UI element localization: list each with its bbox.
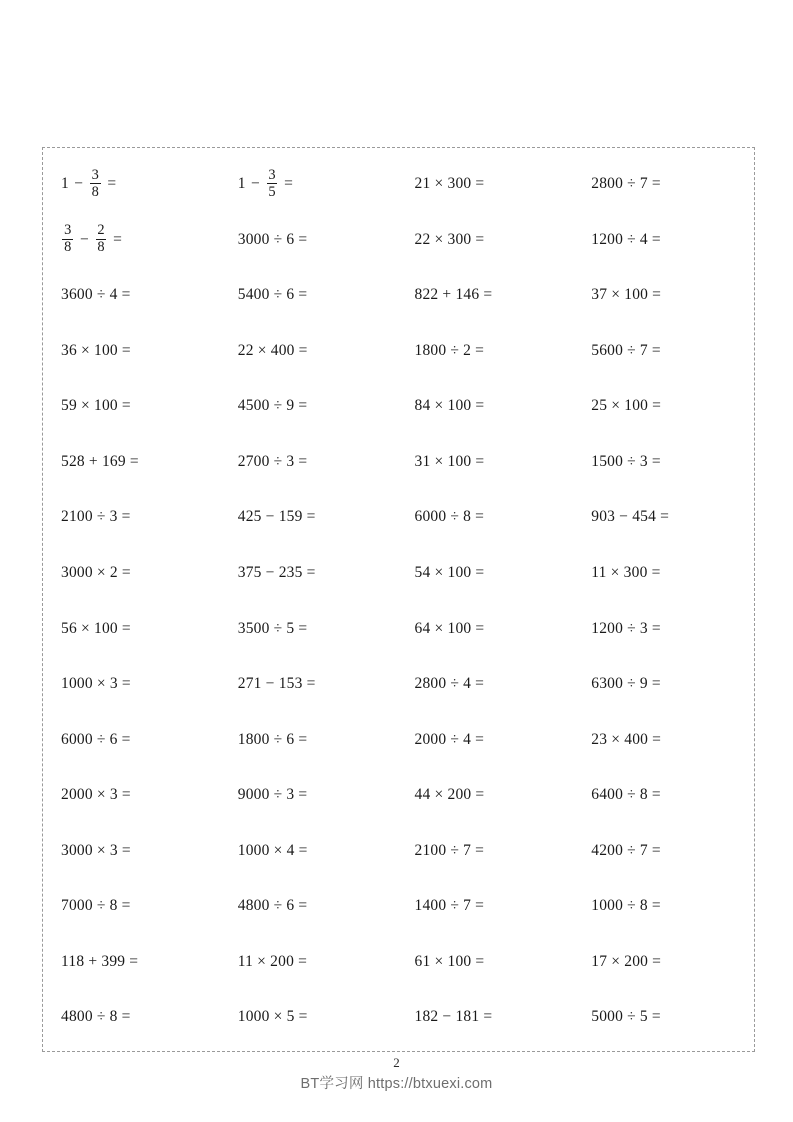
problem-expression: [415, 287, 493, 303]
problem-text: 56 × 100 =: [61, 619, 131, 637]
problem-cell: [45, 878, 222, 934]
problem-expression: [238, 1009, 308, 1025]
problem-cell: [399, 934, 576, 990]
problem-text: 1200 ÷ 3 =: [591, 619, 661, 637]
problem-text: 182 − 181 =: [414, 1008, 493, 1026]
problem-cell: [45, 823, 222, 879]
problem-cell: [222, 378, 399, 434]
problem-expression: [61, 621, 131, 637]
problem-expression: [238, 343, 308, 359]
problem-text: 6400 ÷ 8 =: [591, 786, 661, 804]
problem-cell: [45, 489, 222, 545]
fraction: [90, 168, 101, 200]
problem-expression: [415, 787, 485, 803]
problem-cell: [399, 212, 576, 268]
problem-expression: [591, 843, 661, 859]
problem-cell: [575, 712, 752, 768]
problem-box: [42, 147, 755, 1052]
problem-expression: [61, 509, 131, 525]
problem-expression: [61, 168, 117, 200]
problem-expression: [61, 787, 131, 803]
problem-cell: [399, 323, 576, 379]
problem-cell: [222, 434, 399, 490]
problem-expression: [415, 565, 485, 581]
problem-cell: [399, 434, 576, 490]
problem-expression: [61, 287, 131, 303]
problem-expression: [61, 224, 123, 256]
problem-expression: [415, 454, 485, 470]
problem-cell: [575, 323, 752, 379]
problem-text: 2800 ÷ 4 =: [414, 675, 485, 693]
problem-cell: [575, 934, 752, 990]
problem-text: 1800 ÷ 2 =: [414, 341, 485, 359]
problem-cell: [45, 434, 222, 490]
problem-expression: [415, 732, 485, 748]
problem-cell: [222, 878, 399, 934]
problem-text: 3500 ÷ 5 =: [237, 619, 308, 637]
problem-expression: [238, 232, 308, 248]
problem-expression: [238, 732, 308, 748]
problem-expression: [415, 176, 485, 192]
problem-expression: [61, 898, 131, 914]
problem-text: 2000 ÷ 4 =: [414, 730, 485, 748]
math-operator: =: [107, 175, 117, 193]
problem-cell: [45, 378, 222, 434]
problem-expression: [415, 954, 485, 970]
problem-text: 25 × 100 =: [591, 397, 662, 415]
problem-cell: [222, 712, 399, 768]
problem-text: 271 − 153 =: [237, 675, 316, 693]
problem-text: 3600 ÷ 4 =: [61, 286, 131, 304]
problem-cell: [222, 823, 399, 879]
problem-cell: [222, 267, 399, 323]
problem-text: 1000 × 4 =: [237, 841, 308, 859]
problem-expression: [238, 787, 308, 803]
problem-cell: [399, 712, 576, 768]
problem-cell: [222, 989, 399, 1045]
problem-grid: [43, 148, 754, 1051]
problem-text: 1000 × 3 =: [61, 675, 131, 693]
problem-text: 6000 ÷ 8 =: [414, 508, 485, 526]
problem-text: 61 × 100 =: [414, 952, 485, 970]
math-operator: =: [113, 230, 123, 248]
problem-text: 118 + 399 =: [61, 952, 139, 970]
problem-expression: [591, 454, 661, 470]
problem-text: 84 × 100 =: [414, 397, 485, 415]
problem-expression: [238, 676, 316, 692]
problem-cell: [575, 156, 752, 212]
problem-expression: [238, 398, 308, 414]
problem-cell: [222, 156, 399, 212]
problem-text: 1400 ÷ 7 =: [414, 897, 485, 915]
problem-text: 36 × 100 =: [61, 341, 131, 359]
problem-expression: [591, 732, 661, 748]
math-operator: −: [79, 230, 89, 248]
problem-text: 3000 × 3 =: [61, 841, 131, 859]
problem-cell: [45, 212, 222, 268]
problem-expression: [415, 232, 485, 248]
problem-cell: [399, 545, 576, 601]
problem-expression: [415, 1009, 493, 1025]
problem-cell: [222, 323, 399, 379]
problem-expression: [61, 343, 131, 359]
problem-expression: [591, 621, 661, 637]
problem-expression: [415, 898, 485, 914]
problem-text: 22 × 300 =: [414, 230, 485, 248]
problem-cell: [222, 212, 399, 268]
problem-cell: [575, 878, 752, 934]
problem-cell: [575, 434, 752, 490]
problem-expression: [415, 676, 485, 692]
problem-expression: [415, 509, 485, 525]
problem-cell: [575, 823, 752, 879]
problem-text: 44 × 200 =: [414, 786, 485, 804]
problem-cell: [45, 601, 222, 657]
problem-cell: [222, 545, 399, 601]
problem-cell: [399, 989, 576, 1045]
problem-text: 2100 ÷ 3 =: [61, 508, 131, 526]
fraction-denominator: 5: [268, 183, 276, 200]
problem-text: 2800 ÷ 7 =: [591, 175, 661, 193]
problem-expression: [238, 454, 308, 470]
problem-expression: [591, 398, 661, 414]
problem-expression: [61, 676, 131, 692]
problem-expression: [61, 398, 131, 414]
problem-cell: [575, 767, 752, 823]
problem-text: 1000 × 5 =: [237, 1008, 308, 1026]
problem-cell: [575, 212, 752, 268]
problem-cell: [399, 378, 576, 434]
problem-expression: [61, 954, 138, 970]
problem-expression: [238, 843, 308, 859]
problem-expression: [591, 509, 669, 525]
fraction: [62, 223, 73, 255]
problem-expression: [591, 676, 661, 692]
problem-expression: [591, 954, 661, 970]
problem-expression: [238, 509, 316, 525]
problem-text: 9000 ÷ 3 =: [237, 786, 308, 804]
problem-expression: [61, 1009, 131, 1025]
problem-text: 5600 ÷ 7 =: [591, 341, 661, 359]
problem-text: 375 − 235 =: [237, 563, 316, 581]
problem-cell: [575, 545, 752, 601]
fraction-denominator: 8: [91, 183, 99, 200]
problem-expression: [61, 454, 139, 470]
problem-expression: [238, 621, 308, 637]
math-operator: =: [284, 175, 294, 193]
problem-text: 23 × 400 =: [591, 730, 662, 748]
problem-text: 528 + 169 =: [61, 452, 139, 470]
problem-text: 22 × 400 =: [237, 341, 308, 359]
problem-cell: [45, 156, 222, 212]
problem-text: 11 × 200 =: [237, 952, 308, 970]
problem-expression: [415, 621, 485, 637]
problem-text: 3000 ÷ 6 =: [237, 230, 308, 248]
problem-cell: [222, 767, 399, 823]
math-operator: −: [250, 175, 260, 193]
problem-expression: [61, 732, 131, 748]
problem-cell: [575, 378, 752, 434]
problem-text: 5000 ÷ 5 =: [591, 1008, 661, 1026]
problem-cell: [45, 712, 222, 768]
problem-cell: [45, 767, 222, 823]
problem-text: 5400 ÷ 6 =: [237, 286, 308, 304]
problem-cell: [222, 934, 399, 990]
problem-text: 11 × 300 =: [591, 563, 661, 581]
problem-text: 21 × 300 =: [414, 175, 485, 193]
problem-text: 37 × 100 =: [591, 286, 662, 304]
problem-text: 4200 ÷ 7 =: [591, 841, 661, 859]
problem-text: 2000 × 3 =: [61, 786, 131, 804]
problem-text: 1800 ÷ 6 =: [237, 730, 308, 748]
problem-expression: [591, 176, 661, 192]
problem-text: 2700 ÷ 3 =: [237, 452, 308, 470]
problem-expression: [415, 398, 485, 414]
problem-expression: [591, 343, 661, 359]
problem-cell: [575, 989, 752, 1045]
problem-text: 17 × 200 =: [591, 952, 662, 970]
problem-expression: [61, 565, 131, 581]
problem-text: 6300 ÷ 9 =: [591, 675, 661, 693]
problem-text: 822 + 146 =: [414, 286, 493, 304]
problem-cell: [45, 323, 222, 379]
problem-text: 6000 ÷ 6 =: [61, 730, 131, 748]
problem-cell: [399, 823, 576, 879]
fraction: [96, 223, 107, 255]
problem-text: 2100 ÷ 7 =: [414, 841, 485, 859]
page-number: 2: [393, 1055, 400, 1070]
math-number: 1: [61, 175, 69, 193]
problem-expression: [238, 898, 308, 914]
fraction-denominator: 8: [97, 239, 105, 256]
problem-cell: [575, 267, 752, 323]
problem-cell: [399, 267, 576, 323]
problem-text: 7000 ÷ 8 =: [61, 897, 131, 915]
problem-cell: [399, 656, 576, 712]
problem-cell: [45, 267, 222, 323]
problem-text: 54 × 100 =: [414, 563, 485, 581]
problem-text: 1000 ÷ 8 =: [591, 897, 661, 915]
problem-cell: [222, 489, 399, 545]
problem-cell: [399, 156, 576, 212]
problem-expression: [415, 343, 485, 359]
problem-expression: [238, 168, 294, 200]
problem-expression: [591, 565, 660, 581]
math-number: 1: [237, 175, 246, 193]
problem-cell: [222, 601, 399, 657]
problem-expression: [238, 565, 316, 581]
problem-cell: [399, 489, 576, 545]
problem-text: 64 × 100 =: [414, 619, 485, 637]
problem-text: 1500 ÷ 3 =: [591, 452, 661, 470]
problem-cell: [45, 545, 222, 601]
problem-cell: [575, 489, 752, 545]
problem-cell: [45, 934, 222, 990]
problem-cell: [45, 656, 222, 712]
fraction-numerator: 3: [91, 166, 99, 183]
problem-expression: [591, 1009, 661, 1025]
problem-expression: [415, 843, 485, 859]
problem-text: 4800 ÷ 6 =: [237, 897, 308, 915]
fraction-denominator: 8: [64, 239, 72, 256]
problem-text: 1200 ÷ 4 =: [591, 230, 661, 248]
fraction-numerator: 2: [97, 222, 105, 239]
problem-text: 59 × 100 =: [61, 397, 131, 415]
problem-text: 4500 ÷ 9 =: [237, 397, 308, 415]
problem-text: 31 × 100 =: [414, 452, 485, 470]
problem-text: 3000 × 2 =: [61, 563, 131, 581]
problem-cell: [399, 878, 576, 934]
problem-cell: [575, 601, 752, 657]
problem-cell: [399, 767, 576, 823]
problem-expression: [591, 898, 661, 914]
problem-expression: [591, 232, 661, 248]
problem-text: 4800 ÷ 8 =: [61, 1008, 131, 1026]
fraction-numerator: 3: [268, 166, 276, 183]
fraction: [267, 168, 278, 200]
problem-text: 903 − 454 =: [591, 508, 670, 526]
problem-expression: [238, 287, 308, 303]
problem-expression: [591, 287, 661, 303]
fraction-numerator: 3: [64, 222, 72, 239]
math-operator: −: [74, 175, 84, 193]
problem-expression: [238, 954, 307, 970]
problem-cell: [575, 656, 752, 712]
problem-text: 425 − 159 =: [237, 508, 316, 526]
problem-expression: [61, 843, 131, 859]
problem-expression: [591, 787, 661, 803]
problem-cell: [222, 656, 399, 712]
problem-cell: [399, 601, 576, 657]
site-footer-watermark: BT学习网 https://btxuexi.com: [300, 1076, 493, 1092]
problem-cell: [45, 989, 222, 1045]
